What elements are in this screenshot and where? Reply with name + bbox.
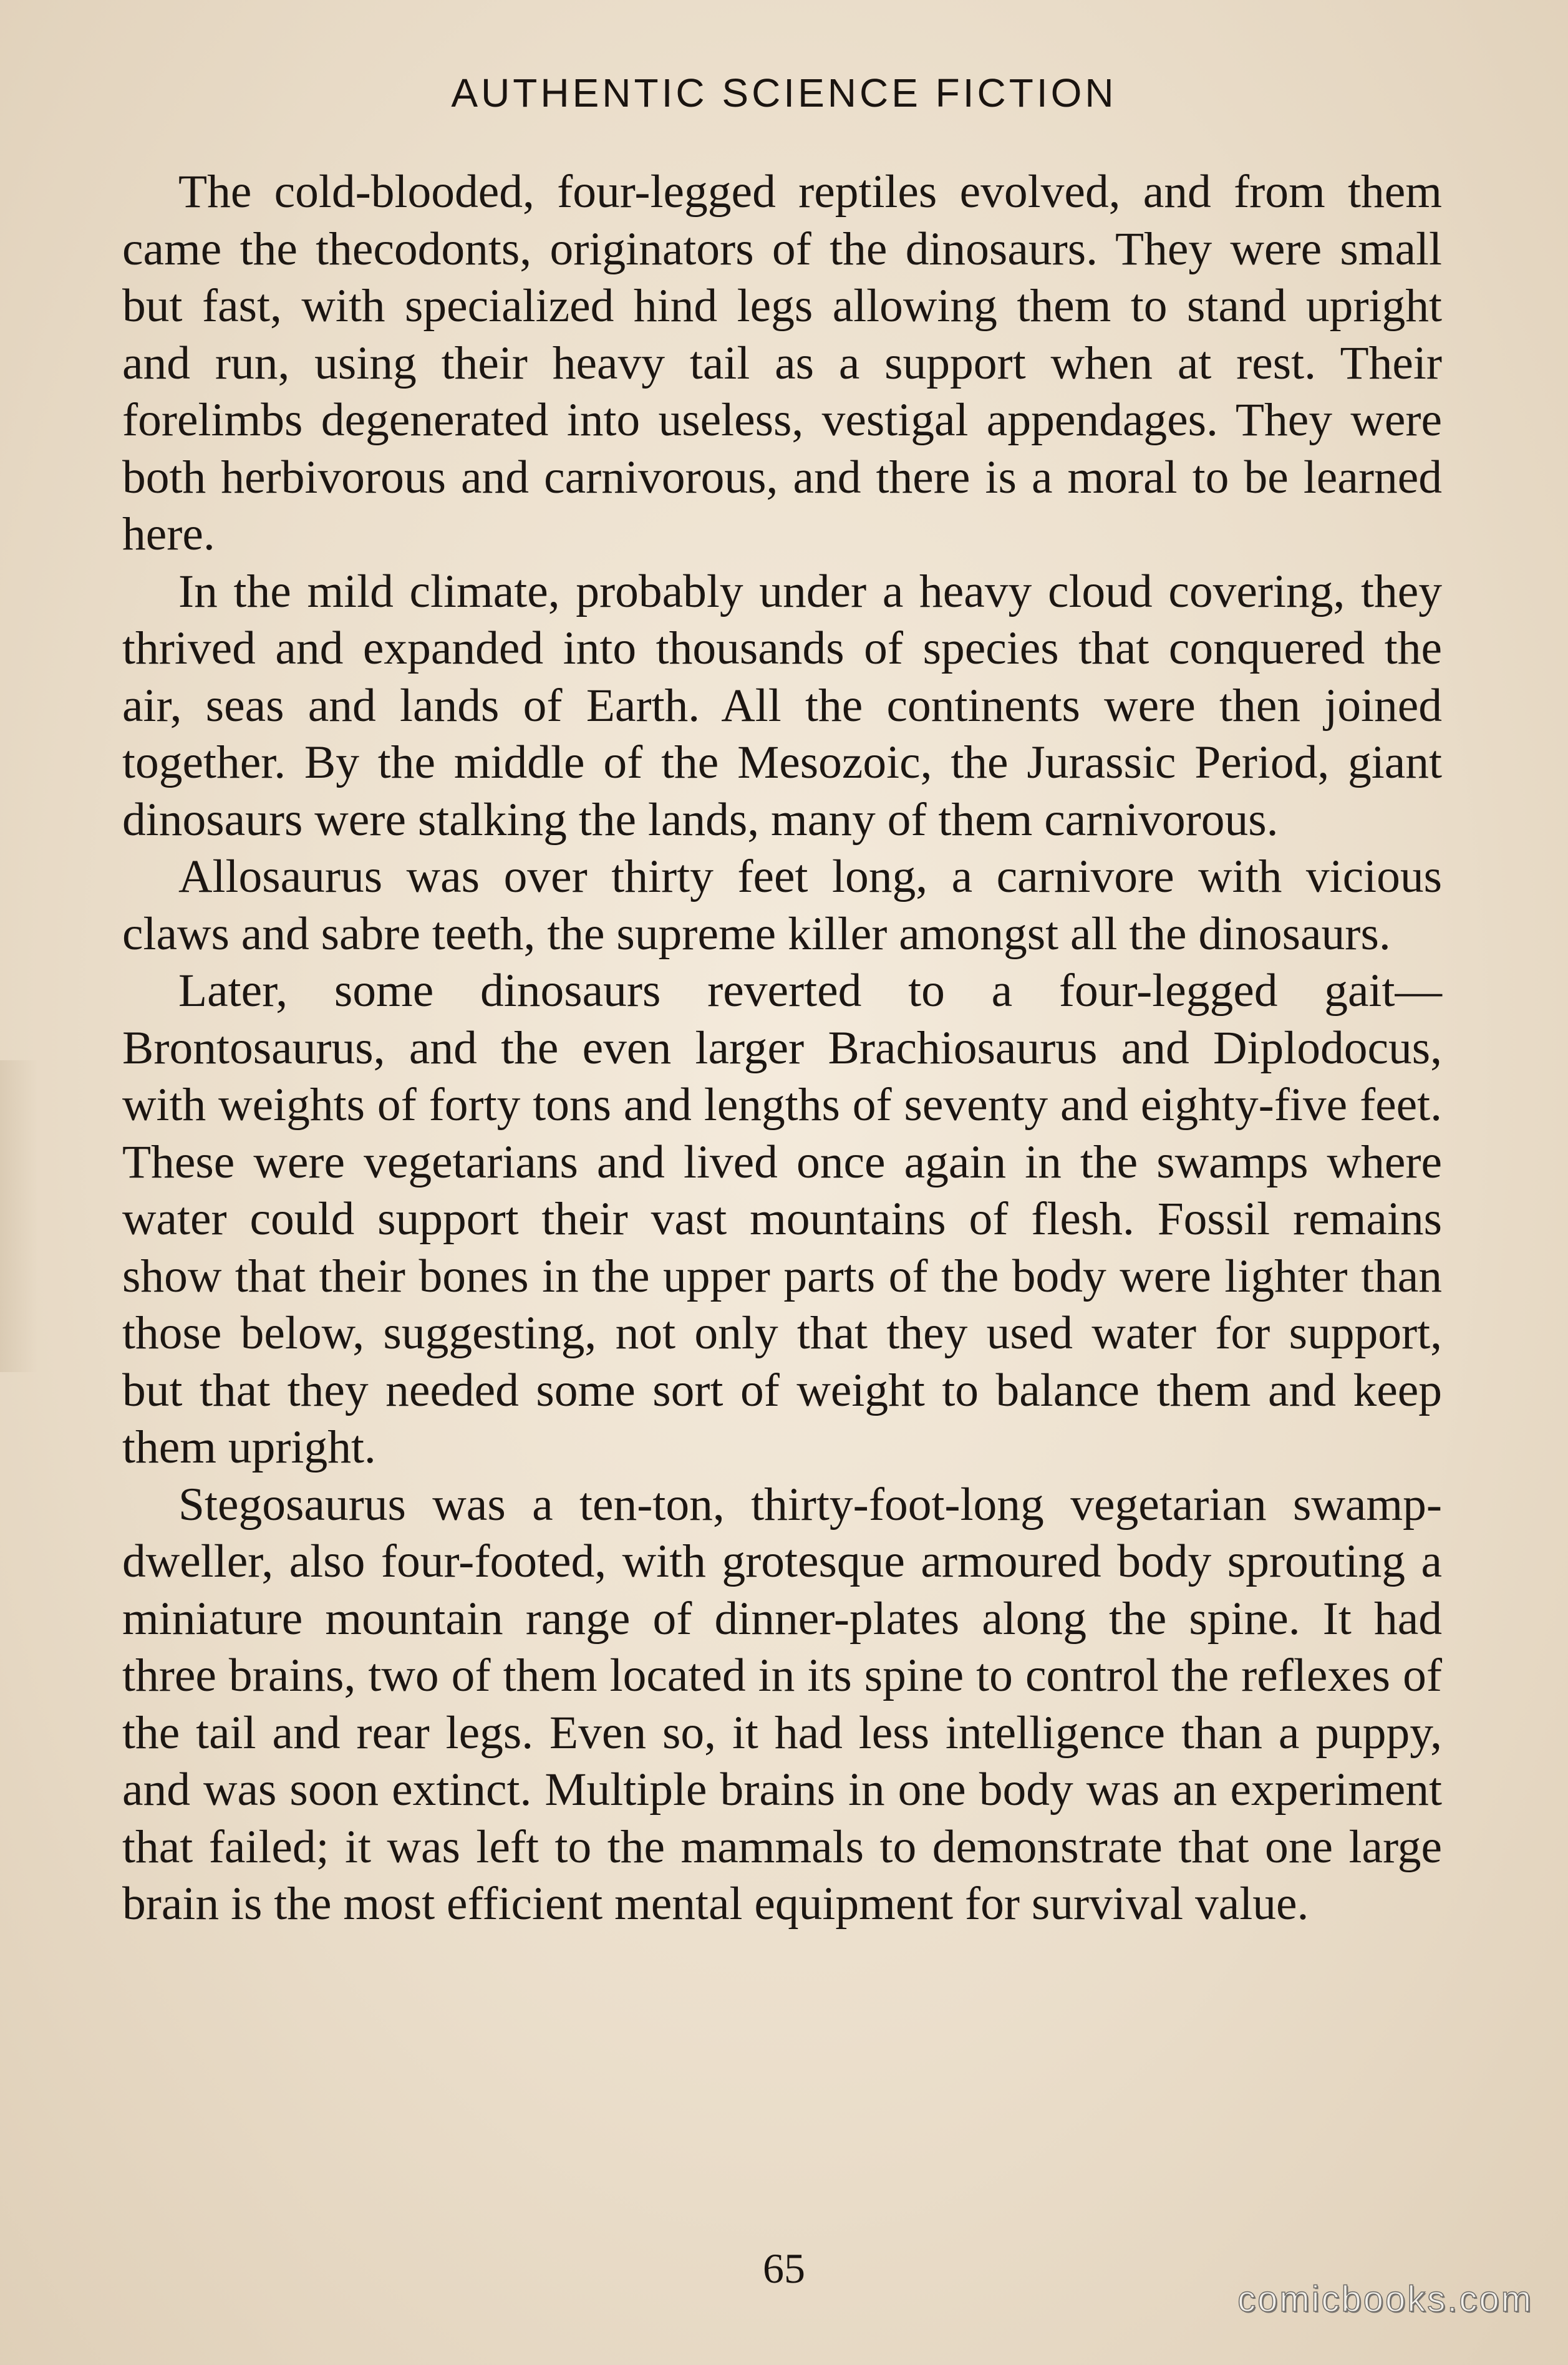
paragraph-mesozoic: In the mild climate, probably under a heavy cloud covering, they thrived and expanded into thousands of species that conquered the air, seas and lands of Earth. All the continents were then joined together. By the middle of the Mesozoic, the Jurassic Period, giant dinosaurs were stalking the lands, many of them carnivorous. [122, 565, 1442, 846]
page-edge-shadow [0, 1060, 37, 1372]
page-number: 65 [763, 2245, 805, 2292]
paragraph-allosaurus: Allosaurus was over thirty feet long, a carnivore with vicious claws and sabre teeth, the supreme killer amongst all the dinosaurs. [122, 851, 1442, 960]
paragraph-thecodonts: The cold-blooded, four-legged reptiles evolved, and from them came the thecodonts, originators of the dinosaurs. They were small but fast, with specialized hind legs allowing them to stand upright and run, using their heavy tail as a support when at rest. Their forelimbs degenerated into useless, vestigal appendages. They were both herbivorous and carnivorous, and there is a moral to be learned here. [122, 166, 1442, 560]
watermark-logo: comicbooks.com [1237, 2279, 1533, 2319]
body-text [122, 163, 1442, 1933]
paragraph-stegosaurus: Stegosaurus was a ten-ton, thirty-foot-long vegetarian swamp-dweller, also four-footed, with grotesque armoured body sprouting a miniature mountain range of dinner-plates along the spine. It had three brains, two of them located in its spine to control the reflexes of the tail and rear legs. Even so, it had less intelligence than a puppy, and was soon extinct. Multiple brains in one body was an experiment that failed; it was left to the mammals to demonstrate that one large brain is the most efficient mental equipment for survival value. [122, 1478, 1442, 1930]
paragraph-brontosaurus: Later, some dinosaurs reverted to a four-legged gait— Brontosaurus, and the even larger Brachiosaurus and Diplodocus, with weights of forty tons and lengths of seventy and eighty-five feet. These were vegetarians and lived once again in the swamps where water could support their vast mountains of flesh. Fossil remains show that their bones in the upper parts of the body were lighter than those below, suggesting, not only that they used water for support, but that they needed some sort of weight to balance them and keep them upright. [122, 965, 1442, 1473]
running-header: AUTHENTIC SCIENCE FICTION [451, 70, 1117, 115]
